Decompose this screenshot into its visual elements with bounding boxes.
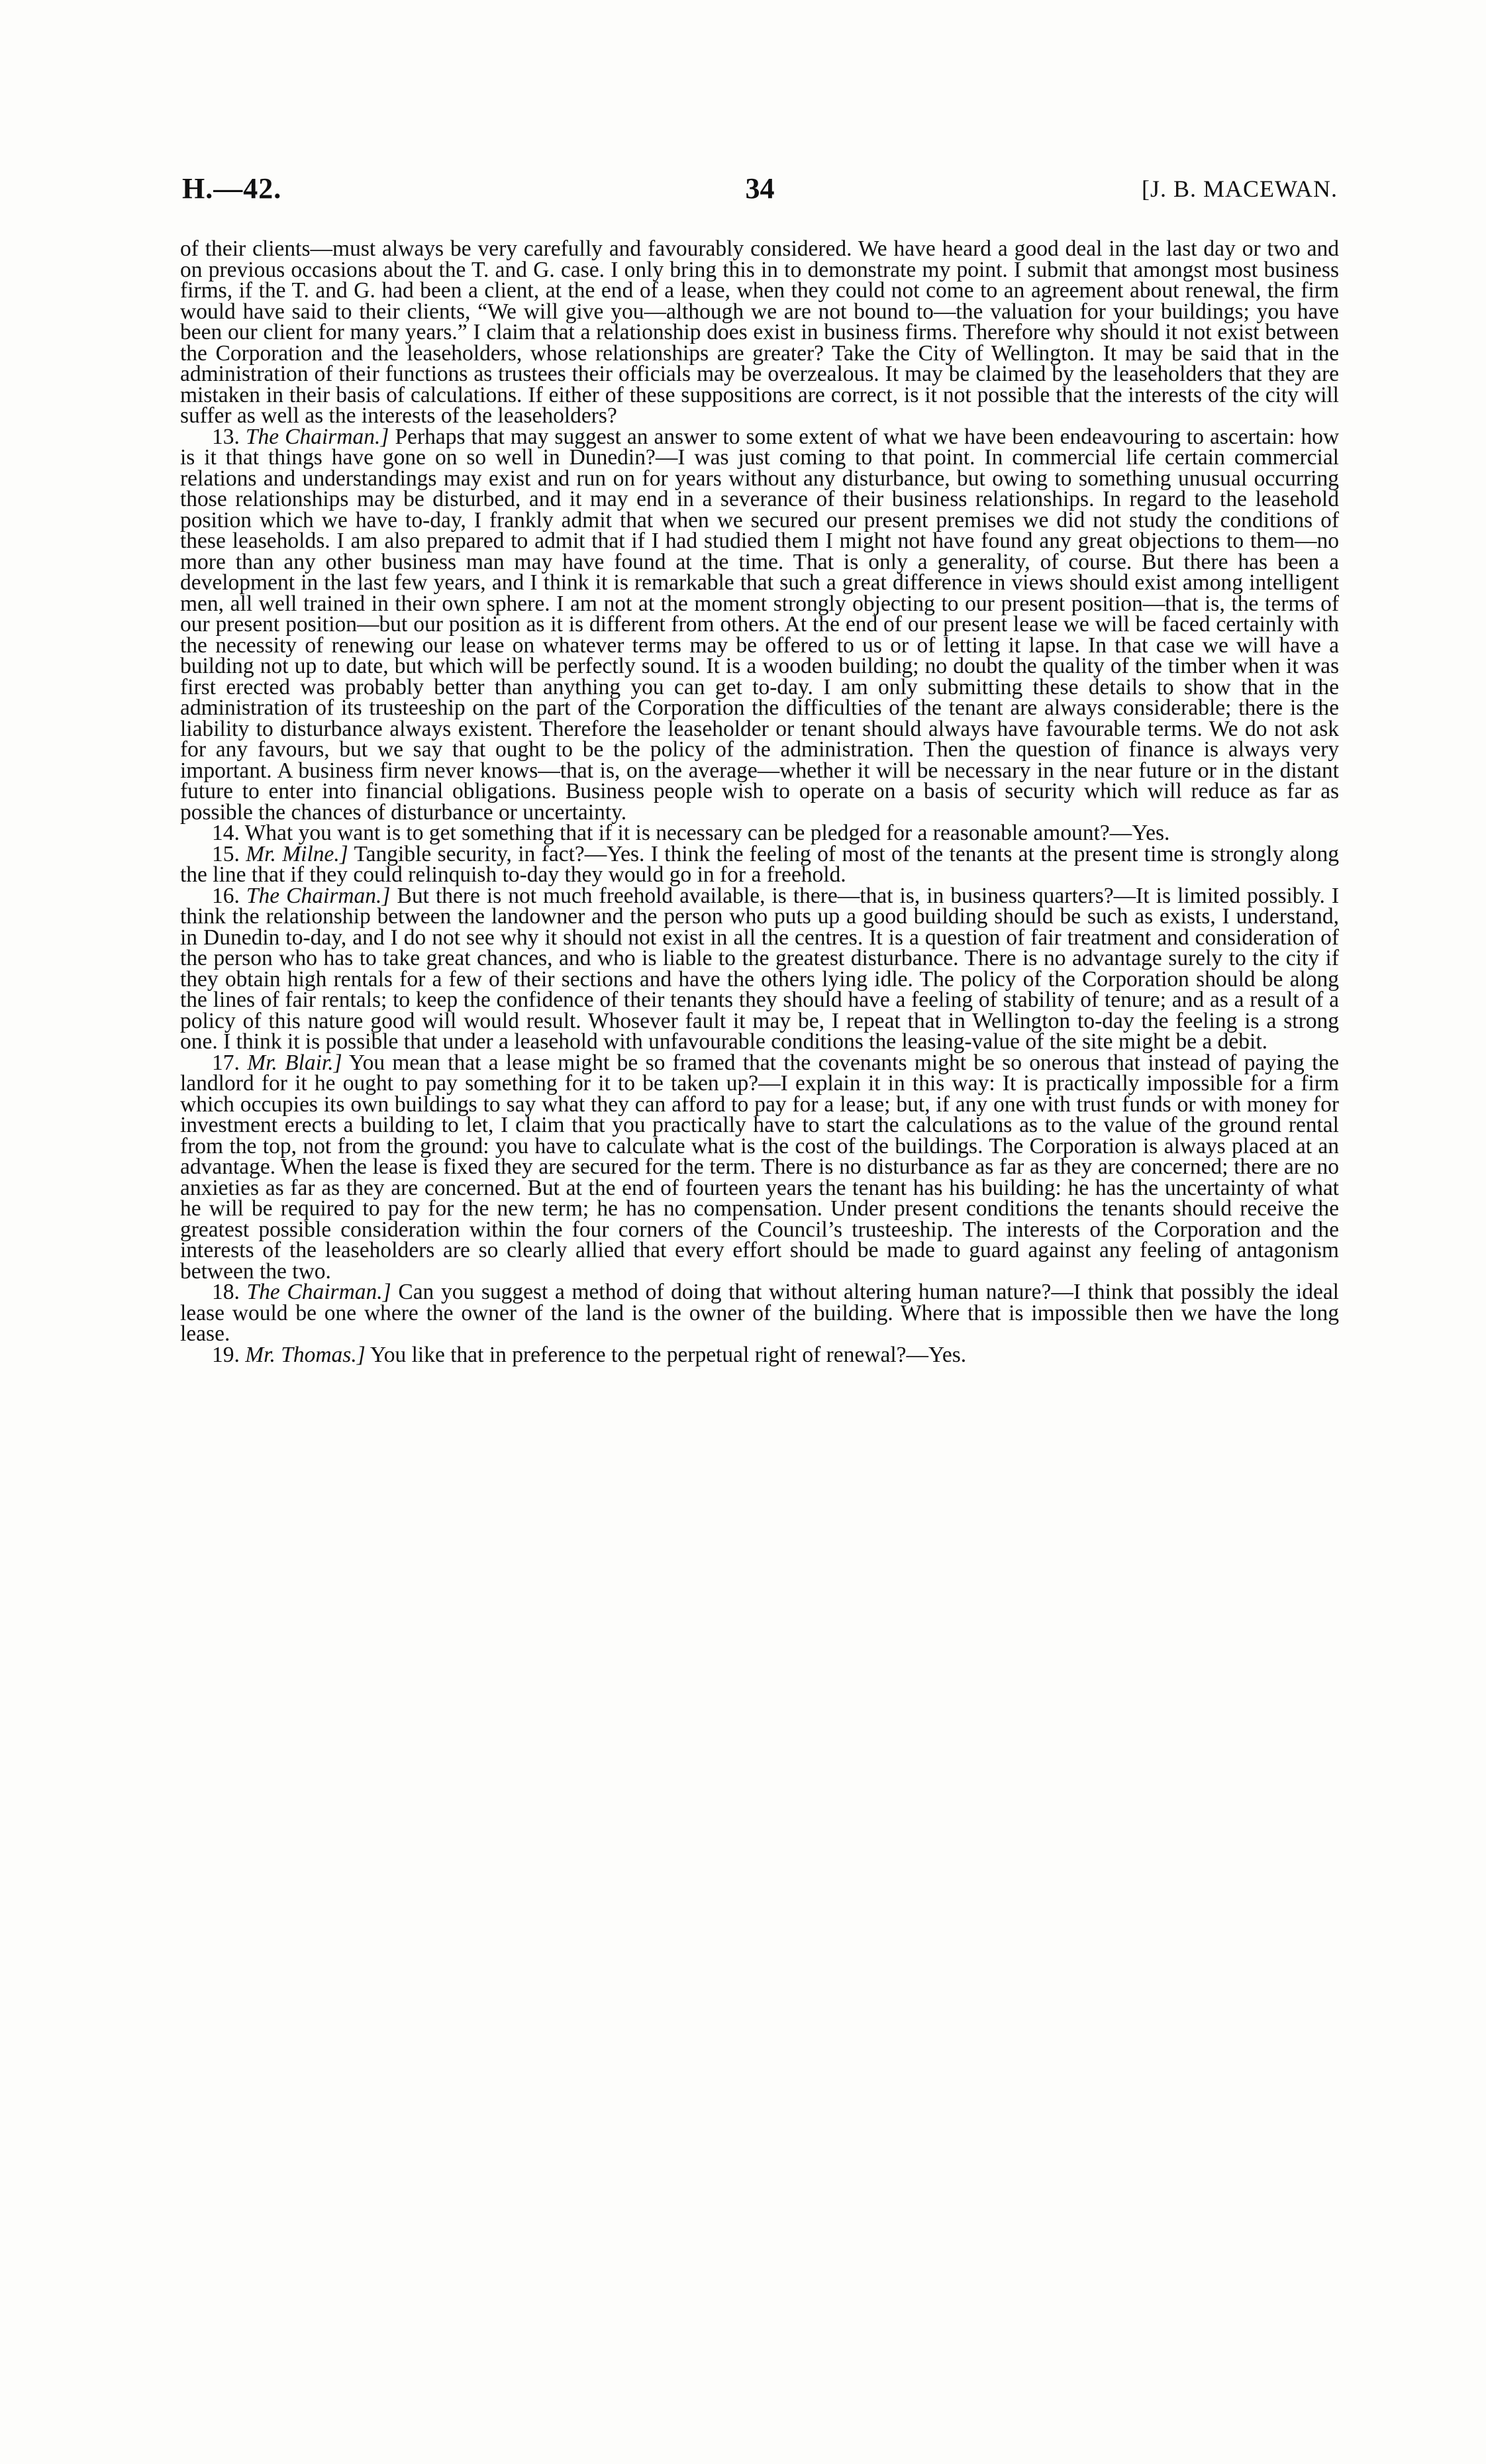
paragraph-text: Tangible security, in fact?—Yes. I think the feeling of most of the tenants at the present time is strongly along the line that if they could relinquish to-day they would go in for a freehold. xyxy=(180,841,1339,887)
paragraph-text: But there is not much freehold available, is there—that is, in business quarters?—It is limited possibly. I think the relationship between the landowner and the person who puts up a good building should be such as exists, I understand, in Dunedin to-day, and I do not see why it should not exist in all the centres. It is a question of fair treatment and consideration of the person who has to take great chances, and who is liable to the greatest disturbance. There is no advantage surely to the city if they obtain high rentals for a few of their sections and have the others lying idle. The policy of the Corporation should be along the lines of fair rentals; to keep the confidence of their tenants they should have a feeling of stability of tenure; and as a result of a policy of this nature good will would result. Whosever fault it may be, I repeat that in Wellington to-day the feeling is a strong one. I think it is possible that under a leasehold with unfavourable conditions the leasing-value of the site might be a debit. xyxy=(180,883,1340,1054)
paragraph-text: You mean that a lease might be so framed that the covenants might be so onerous that instead of paying the landlord for it he ought to pay something for it to be taken up?—I explain it in this way: It is practically impossible for a firm which occupies its own buildings to say what they can afford to pay for a lease; but, if any one with trust funds or with money for investment erects a building to let, I claim that you practically have to start the calculations as to the value of the ground rental from the top, not from the ground: you have to calculate what is the cost of the buildings. The Corporation is always placed at an advantage. When the lease is fixed they are secured for the term. There is no disturbance as far as they are concerned; there are no anxieties as far as they are concerned. But at the end of fourteen years the tenant has his building: he has the uncertainty of what he will be required to pay for the new term; he has no compensation. Under present conditions the tenants should receive the greatest possible consideration within the four corners of the Council’s trusteeship. The interests of the Corporation and the interests of the leaseholders are so clearly allied that every effort should be made to guard against any feeling of antagonism between the two. xyxy=(180,1050,1340,1284)
paragraph-18 xyxy=(180,1282,1339,1345)
paragraph-14 xyxy=(180,823,1339,844)
paragraph-number: 19. xyxy=(212,1342,240,1367)
paragraph-17 xyxy=(180,1052,1339,1282)
paragraph-15 xyxy=(180,841,1339,887)
paragraph-number: 15. xyxy=(212,841,240,866)
speaker-label: Mr. Blair.] xyxy=(247,1050,342,1075)
paragraph-number: 16. xyxy=(212,883,240,908)
speaker-label: Mr. Thomas.] xyxy=(245,1342,366,1367)
paragraph-19 xyxy=(180,1342,1339,1367)
page-header xyxy=(182,169,1338,209)
paragraph-number: 18. xyxy=(212,1280,240,1304)
speaker-label: The Chairman.] xyxy=(245,424,389,449)
paragraph-text: Can you suggest a method of doing that without altering human nature?—I think that possibly the ideal lease would be one where the owner of the land is the owner of the building. Where that is impossible then we have the long lease. xyxy=(180,1280,1339,1346)
paragraph-number: 17. xyxy=(212,1050,240,1075)
paragraph-text: What you want is to get something that if it is necessary can be pledged for a reasonable amount?—Yes. xyxy=(244,821,1170,845)
paragraph-text: You like that in preference to the perpetual right of renewal?—Yes. xyxy=(370,1342,967,1367)
document-body xyxy=(180,238,1339,1365)
page-number: 34 xyxy=(745,172,775,205)
speaker-label: The Chairman.] xyxy=(246,1280,391,1304)
paragraph-text: of their clients—must always be very carefully and favourably considered. We have heard a good deal in the last day or two and on previous occasions about the T. and G. case. I only bring this in to demonstrate my point. I submit that amongst most business firms, if the T. and G. had been a client, at the end of a lease, when they could not come to an agreement about renewal, the firm would have said to their clients, “We will give you—although we are not bound to—the valuation for your buildings; you have been our client for many years.” I claim that a relationship does exist in business firms. Therefore why should it not exist between the Corporation and the leaseholders, whose relationships are greater? Take the City of Wellington. It may be said that in the administration of their functions as trustees their officials may be overzealous. It may be claimed by the leaseholders that they are mistaken in their basis of calculations. If either of these suppositions are correct, is it not possible that the interests of the city will suffer as well as the interests of the leaseholders? xyxy=(180,236,1339,428)
paragraph-continuation xyxy=(180,238,1339,427)
document-reference: H.—42. xyxy=(182,172,282,205)
paragraph-16 xyxy=(180,883,1340,1054)
speaker-label: Mr. Milne.] xyxy=(246,841,348,866)
paragraph-text: Perhaps that may suggest an answer to some extent of what we have been endeavouring to ascertain: how is it that things have gone on so well in Dunedin?—I was just coming to that point. In commercial life certain commercial relations and understandings may exist and run on for years without any disturbance, but owing to something unusual occurring those relationships may be disturbed, and it may end in a severance of their business relationships. In regard to the leasehold position which we have to-day, I frankly admit that when we secured our present premises we did not study the conditions of these leaseholds. I am also prepared to admit that if I had studied them I might not have found any great objections to them—no more than any other business man may have found at the time. That is only a generality, of course. But there has been a development in the last few years, and I think it is remarkable that such a great difference in views should exist among intelligent men, all well trained in their own sphere. I am not at the moment strongly objecting to our present position—that is, the terms of our present position—but our position as it is different from others. At the end of our present lease we will be faced certainly with the necessity of renewing our lease on whatever terms may be offered to us or of letting it lapse. In that case we will have a building not up to date, but which will be perfectly sound. It is a wooden building; no doubt the quality of the timber when it was first erected was probably better than anything you can get to-day. I am only submitting these details to show that in the administration of its trusteeship on the part of the Corporation the difficulties of the tenant are always considerable; there is the liability to disturbance always existent. Therefore the leaseholder or tenant should always have favourable terms. We do not ask for any favours, but we say that ought to be the policy of the administration. Then the question of finance is always very important. A business firm never knows—that is, on the average—whether it will be necessary in the near future or in the distant future to enter into financial obligations. Business people wish to operate on a basis of security which will reduce as far as possible the chances of disturbance or uncertainty. xyxy=(180,424,1340,825)
paragraph-13 xyxy=(180,424,1340,825)
paragraph-number: 14. xyxy=(212,821,240,845)
paragraph-number: 13. xyxy=(212,424,240,449)
witness-name: [J. B. MACEWAN. xyxy=(1141,176,1338,202)
speaker-label: The Chairman.] xyxy=(246,883,391,908)
